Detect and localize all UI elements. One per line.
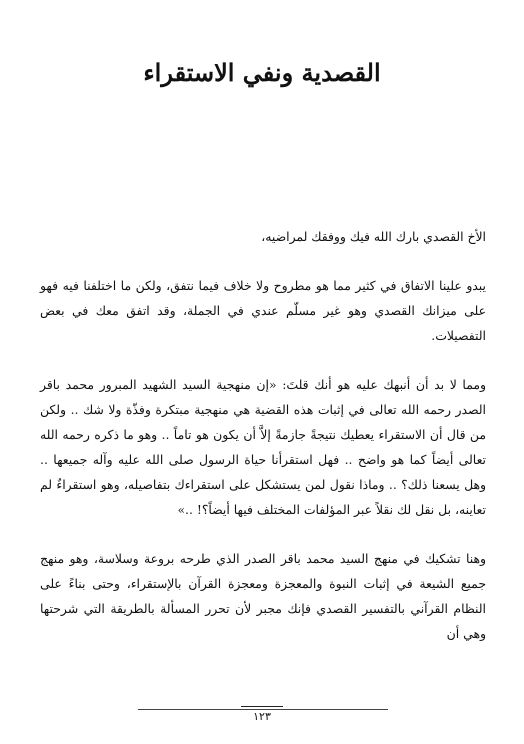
paragraph-critique: وهنا تشكيك في منهج السيد محمد باقر الصدر الذي طرحه بروعة وسلاسة، وهو منهج جميع الشيعة في إثبات النبوة والمعجزة ومعجزة القرآن بالإستقراء، وحتى بناءً على النظام القرآني بالتفسير القصدي فإنك مجبر لأن تحرر المسألة بالطريقة التي شرحتها وهي أن [40, 551, 486, 641]
footer-divider-short [241, 706, 283, 707]
paragraph-agreement: يبدو علينا الاتفاق في كثير مما هو مطروح ولا خلاف فيما نتفق، ولكن ما اختلفنا فيه فهو على ميزانك القصدي وهو غير مسلّم عندي في الجملة، وقد اتفق معك في بعض التفصيلات. [40, 278, 486, 343]
paragraph-quotation: ومما لا بد أن أنبهك عليه هو أنك قلتَ: «إن منهجية السيد الشهيد المبرور محمد باقر الصدر رحمه الله تعالى في إثبات هذه القضية هي منهجية مبتكرة وفذّة ولا شك .. ولكن من قال أن الاستقراء يعطيك نتيجةً جازمةً إلاَّ أن يكون هو تاماً .. وهو ما ذكره رحمه الله تعالى أيضاً كما هو واضح .. فهل استقرأنا حياة الرسول صلى الله عليه وآله جميعها .. وهل يسعنا ذلك؟ .. وماذا نقول لمن يستشكل على استقراءك بتفاصيله، وهو استقراءٌ لم تعاينه، بل نقل لك نقلاً عبر المؤلفات المختلف فيها أيضاً؟! ..» [40, 377, 486, 517]
page-number: ١٢٣ [253, 710, 271, 723]
paragraph-greeting: الأخ القصدي بارك الله فيك ووفقك لمراضيه، [261, 229, 486, 244]
page-title: القصدية ونفي الاستقراء [143, 58, 381, 87]
body-text [40, 224, 486, 670]
